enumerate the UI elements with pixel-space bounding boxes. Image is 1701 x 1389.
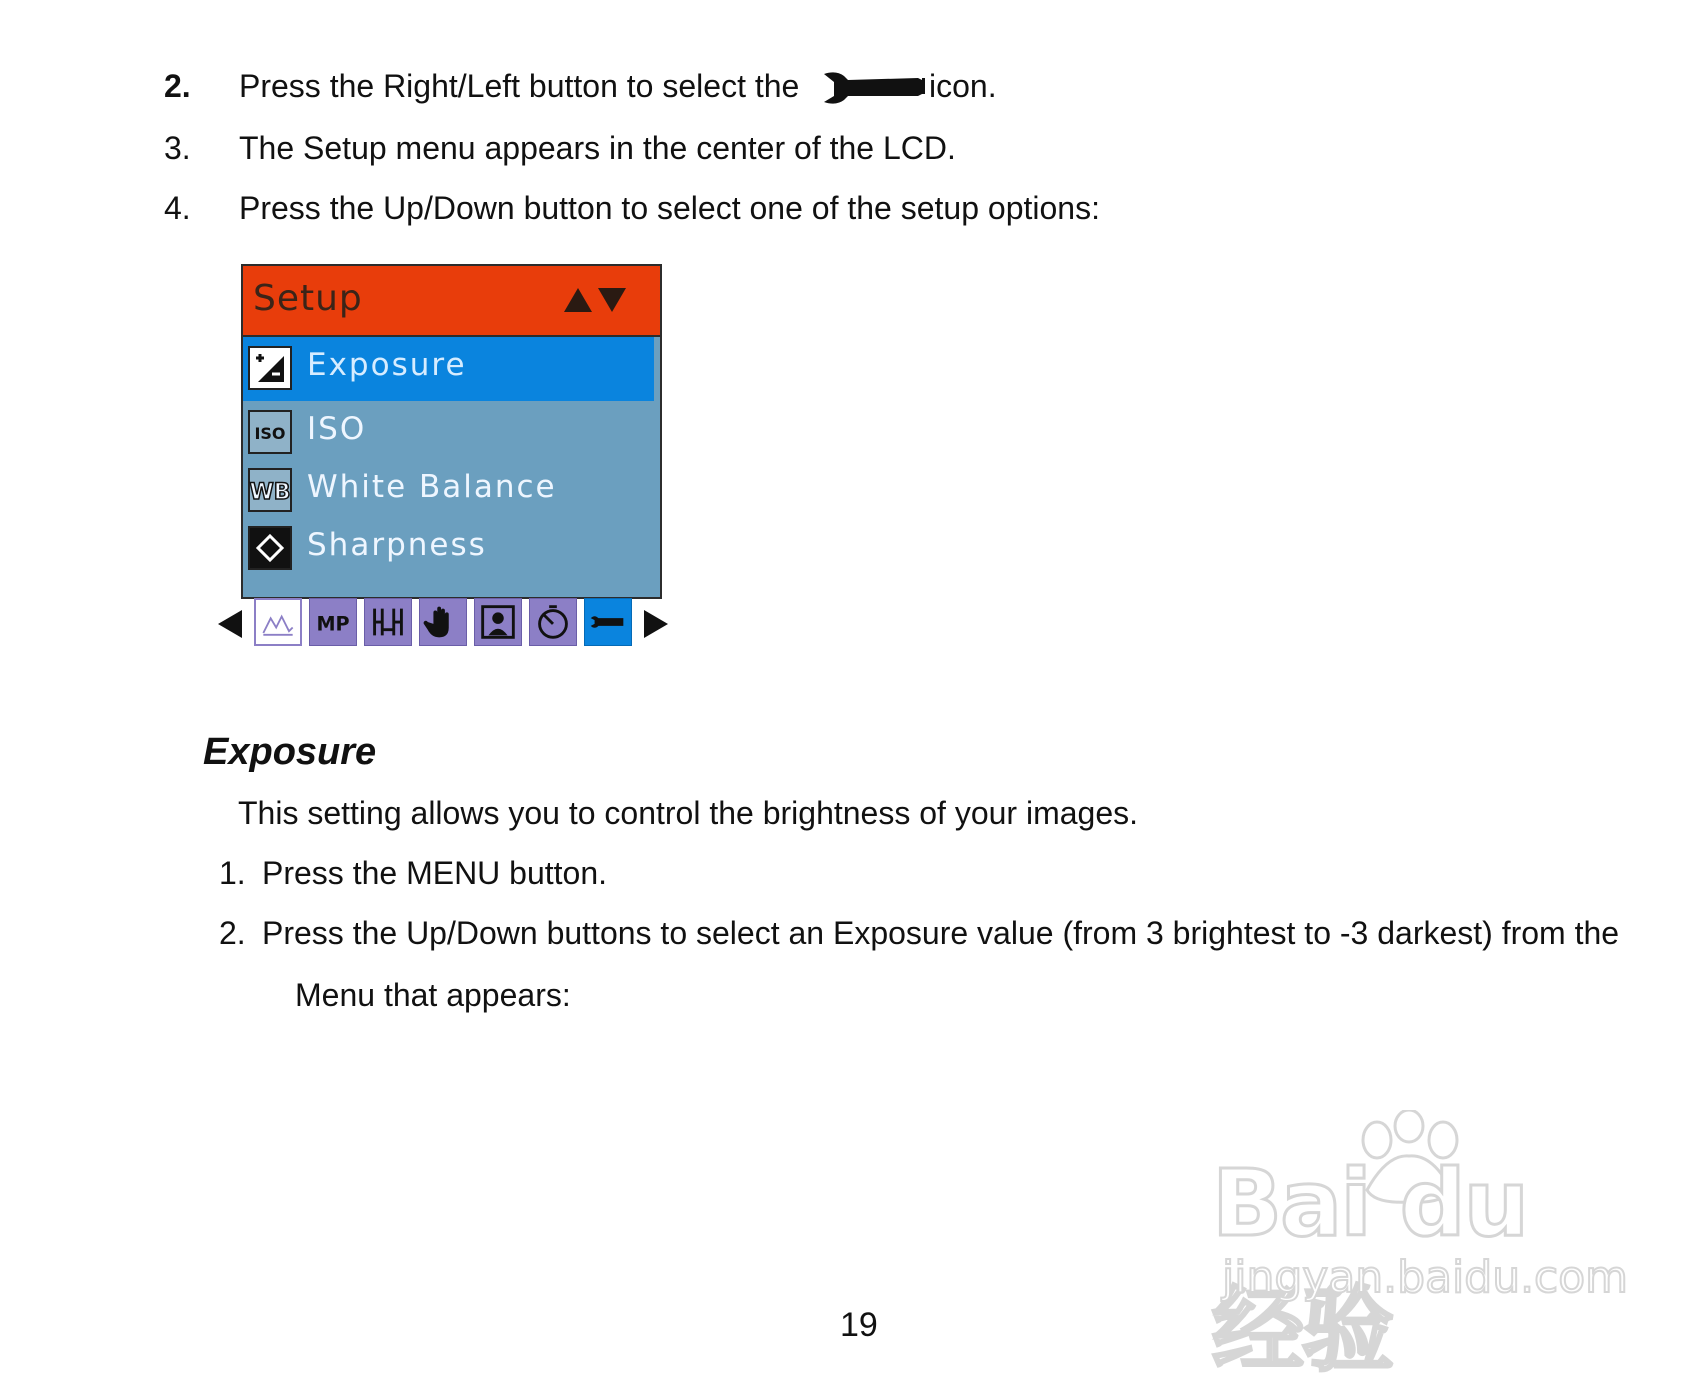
white-balance-icon	[248, 468, 292, 512]
substep-number: 1.	[219, 855, 246, 891]
page-number: 19	[840, 1306, 878, 1344]
step-number: 4.	[164, 190, 191, 226]
mp-icon[interactable]	[309, 598, 357, 646]
portrait-icon[interactable]	[474, 598, 522, 646]
lcd-menu-list	[243, 337, 660, 575]
substep-continuation: Menu that appears:	[295, 977, 571, 1013]
up-down-arrows-icon	[562, 286, 628, 314]
svg-text:WB: WB	[249, 480, 291, 505]
left-arrow-icon[interactable]	[218, 610, 242, 638]
lcd-icon-strip	[218, 598, 678, 648]
section-title: Exposure	[203, 731, 377, 773]
substep-text: Press the MENU button.	[262, 855, 608, 891]
wrench-icon	[818, 70, 926, 108]
lcd-item-label: Exposure	[307, 347, 467, 383]
landscape-icon[interactable]	[254, 598, 302, 646]
step-number: 3.	[164, 130, 191, 166]
step-text-after-icon: icon.	[929, 68, 997, 104]
lcd-setup-menu	[241, 264, 662, 599]
sharpness-icon	[248, 526, 292, 570]
lcd-header	[243, 266, 660, 337]
substep-text: Press the Up/Down buttons to select an Exposure value (from 3 brightest to -3 darkest) from the	[262, 915, 1620, 951]
lcd-item-iso[interactable]	[243, 401, 660, 459]
section-intro: This setting allows you to control the brightness of your images.	[238, 795, 1138, 831]
lcd-item-exposure[interactable]	[243, 337, 654, 401]
step-number: 2.	[164, 68, 191, 104]
step-text: The Setup menu appears in the center of the LCD.	[239, 130, 956, 166]
iso-icon	[248, 410, 292, 454]
right-arrow-icon[interactable]	[644, 610, 668, 638]
lcd-item-sharpness[interactable]	[243, 517, 660, 575]
step-text: Press the Right/Left button to select the	[239, 68, 800, 104]
wrench-setup-icon[interactable]	[584, 598, 632, 646]
step-text: Press the Up/Down button to select one of the setup options:	[239, 190, 1100, 226]
substep-number: 2.	[219, 915, 246, 951]
hand-icon[interactable]	[419, 598, 467, 646]
svg-text:ISO: ISO	[254, 424, 286, 443]
watermark-main: Bai du 经验	[1212, 1150, 1528, 1384]
lcd-item-label: ISO	[307, 411, 367, 447]
lcd-title: Setup	[253, 278, 363, 319]
watermark-url: jingyan.baidu.com	[1222, 1252, 1629, 1303]
lcd-item-white-balance[interactable]	[243, 459, 660, 517]
lcd-item-label: White Balance	[307, 469, 557, 505]
svg-text:MP: MP	[316, 612, 350, 636]
lcd-item-label: Sharpness	[307, 527, 487, 563]
baidu-watermark	[1212, 1110, 1629, 1384]
quality-icon[interactable]	[364, 598, 412, 646]
timer-icon[interactable]	[529, 598, 577, 646]
exposure-icon	[248, 346, 292, 390]
